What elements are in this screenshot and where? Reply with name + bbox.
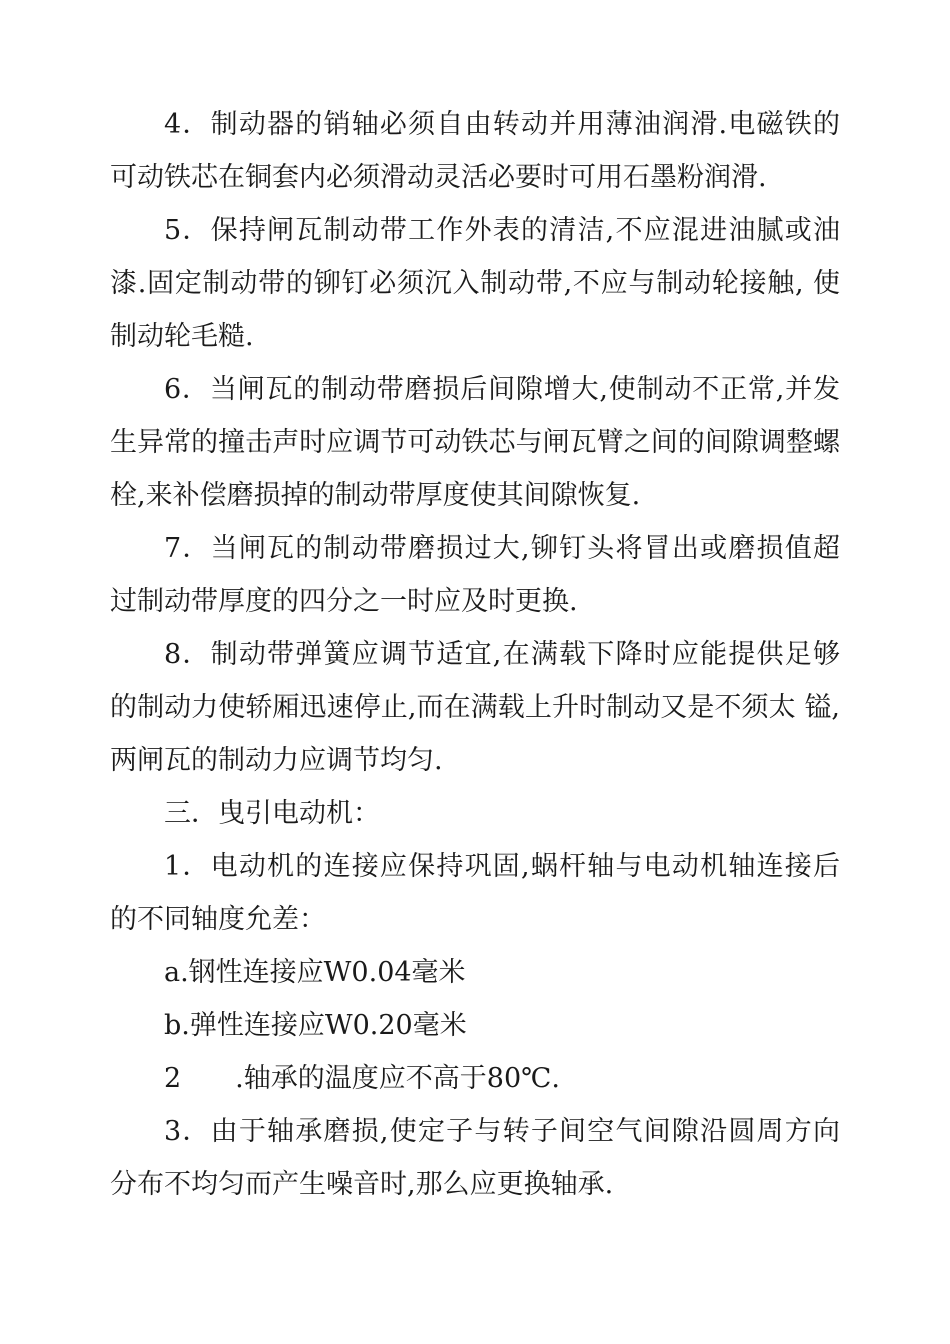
section-heading-traction-motor: 三．曳引电动机： [164,798,380,829]
paragraph-brake-pin: 4．制动器的销轴必须自由转动并用薄油润滑.电磁铁的 可动铁芯在铜套内必须滑动灵活必要时可用石墨粉润滑. [110,109,840,193]
paragraph-brake-gap-adjust: 6．当闸瓦的制动带磨损后间隙增大,使制动不正常,并发 生异常的撞击声时应调节可动铁芯与闸瓦臂之间的间隙调整螺 栓,来补偿磨损掉的制动带厚度使其间隙恢复. [110,374,840,511]
paragraph-brake-band-replace: 7．当闸瓦的制动带磨损过大,铆钉头将冒出或磨损值超 过制动带厚度的四分之一时应及时更换. [110,533,840,617]
paragraph-motor-connection: 1．电动机的连接应保持巩固,蜗杆轴与电动机轴连接后 的不同轴度允差： [110,851,840,935]
paragraph-bearing-replace: 3．由于轴承磨损,使定子与转子间空气间隙沿圆周方向 分布不均匀而产生噪音时,那么应更换轴承. [110,1116,840,1200]
list-item-rigid-connection: a.钢性连接应W0.04毫米 [164,957,466,988]
list-item-elastic-connection: b.弹性连接应W0.20毫米 [164,1010,467,1041]
paragraph-brake-spring: 8．制动带弹簧应调节适宜,在满载下降时应能提供足够 的制动力使轿厢迅速停止,而在满载上升时制动又是不须太 镒,两闸瓦的制动力应调节均匀. [110,639,840,776]
paragraph-brake-band-clean: 5．保持闸瓦制动带工作外表的清洁,不应混进油腻或油 漆.固定制动带的铆钉必须沉入制动带,不应与制动轮接触, 使制动轮毛糙. [110,215,840,352]
paragraph-bearing-temperature: 2 .轴承的温度应不高于80℃. [164,1063,560,1094]
document-body [110,98,840,1211]
